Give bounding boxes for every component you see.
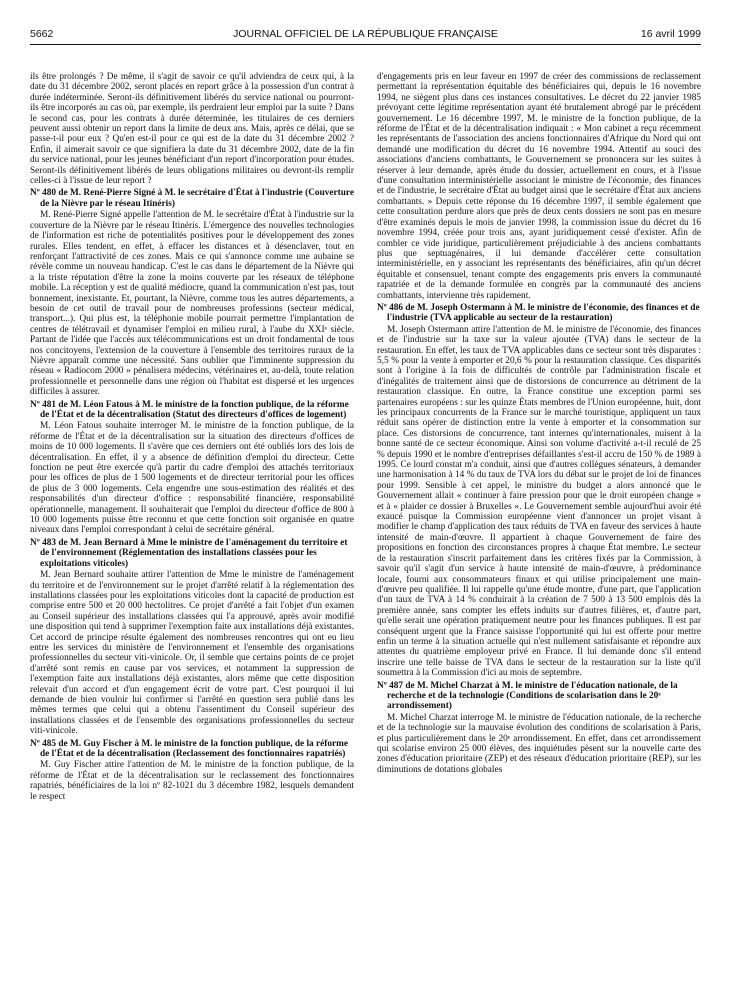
question-487-body: M. Michel Charzat interroge M. le ministre de l'éducation nationale, de la recherche et de la technologie sur la mauvaise évolution des conditions de scolarisation à Paris, et plus particulièrement dans le 20ᵉ arrondissement. En effet, dans cet arrondissement qui scolarise environ 25 000 élèves, des inquiétudes pèsent sur la nouvelle carte des zones d'éducation prioritaire (ZEP) et des réseaux d'éducation prioritaire (REP), sur les diminutions de dotations globales (377, 712, 701, 775)
question-480-body: M. René-Pierre Signé appelle l'attention de M. le secrétaire d'État à l'industrie sur la couverture de la Nièvre par le réseau Itinéris. L'émergence des nouvelles technologies de l'information est riche de potentialités positives pour le développement des zones rurales. Elles tendent, en effet, à effacer les distances et à désenclaver, tout en renforçant l'attractivité de ces zones. Mais ce qui s'annonce comme une aubaine se révèle comme un nouveau handicap. C'est le cas dans le département de la Nièvre qui a la triste réputation d'être la zone la moins couverte par les réseaux de téléphone mobile. La réception y est de qualité médiocre, quand la communication n'est pas, tout bonnement, inexistante. Et, pourtant, la Nièvre, comme tous les autres départements, a besoin de cet outil de travail pour de nombreuses professions (secteur médical, transport...). Qui plus est, la téléphonie mobile pourrait permettre l'implantation de centres de télétravail et dynamiser l'emploi en milieu rural, à l'aube du XXIᵉ siècle. Partant de l'idée que l'accès aux télécommunications est un droit fondamental de tous nos concitoyens, l'extension de la couverture à l'ensemble des territoires ruraux de la Nièvre apparaît comme une nécessité. Sans oublier que l'imminente suppression du réseau « Radiocom 2000 » pénalisera médecins, vétérinaires et, au-delà, toute relation professionnelle et personnelle dans une région où l'habitat est dispersé et les urgences difficiles à assurer. (30, 210, 354, 398)
question-481-title: Nº 481 de M. Léon Fatous à M. le ministre de la fonction publique, de la réforme de l'État et de la décentralisation (Statut des directeurs d'offices de logement) (30, 399, 349, 420)
question-485-title: Nº 485 de M. Guy Fischer à M. le ministre de la fonction publique, de la réforme de l'État et de la décentralisation (Reclassement des fonctionnaires rapatriés) (30, 738, 349, 759)
question-487-title: Nº 487 de M. Michel Charzat à M. le ministre de l'éducation nationale, de la recherche et de la technologie (Conditions de scolarisation dans le 20ᵉ arrondissement) (377, 680, 678, 712)
issue-date: 16 avril 1999 (640, 28, 701, 40)
page-number: 5662 (30, 28, 54, 40)
question-481-body: M. Léon Fatous souhaite interroger M. le ministre de la fonction publique, de la réforme de l'État et de la décentralisation sur la situation des directeurs d'offices de moins de 10 000 logements. Il s'avère que ces derniers ont été oubliés lors des lois de décentralisation. En effet, il y a absence de définition d'emploi du directeur. Cette fonction ne peut être exercée qu'à partir du cadre d'emploi des attachés territoriaux pour les offices de plus de 1 500 logements et de directeur territorial pour les offices de plus de 3 000 logements. Cela engendre une sous-estimation des réalités et des responsabilités d'un directeur d'office : responsabilité financière, responsabilité opérationnelle, management. Il souhaiterait que l'emploi du directeur d'office de 800 à 10 000 logements puisse être reconnu et que cette fonction soit organisée en quatre niveaux dans l'emploi correspondant à celui de secrétaire général. (30, 421, 354, 536)
question-486-title: Nº 486 de M. Joseph Ostermann à M. le ministre de l'économie, des finances et de l'industrie (TVA applicable au secteur de la restauration) (377, 302, 700, 324)
right-column (377, 72, 701, 775)
header-rule (30, 44, 701, 45)
journal-title: JOURNAL OFFICIEL DE LA RÉPUBLIQUE FRANÇAISE (233, 28, 498, 40)
question-480-title: Nº 480 de M. René-Pierre Signé à M. le secrétaire d'État à l'industrie (Couverture de la Nièvre par le réseau Itinéris) (30, 188, 354, 209)
question-483-title: Nº 483 de M. Jean Bernard à Mme le ministre de l'aménagement du territoire et de l'environnement (Réglementation des installations classées pour les exploitations viticoles) (30, 537, 348, 569)
continued-paragraph: d'engagements pris en leur faveur en 1997 de créer des commissions de reclassement permettant la représentation équitable des bénéficiaires qui, depuis le 16 novembre 1994, ne siègent plus dans ces instances consultatives. Le décret du 22 janvier 1985 prévoyant cette légitime représentation ayant été brutalement abrogé par le précédent gouvernement. Le 16 décembre 1997, M. le ministre de la fonction publique, de la réforme de l'État et de la décentralisation indiquait : « Mon cabinet a reçu récemment les représentants de l'association des anciens fonctionnaires d'Afrique du Nord qui ont demandé une modification du décret du 16 novembre 1994. Attentif au souci des associations d'anciens combattants, le Gouvernement se prononcera sur les suites à réserver à leur demande, après étude du dossier, actuellement en cours, et à l'issue d'une consultation interministérielle associant le ministre de l'économie, des finances et de l'industrie, le secrétaire d'État au budget ainsi que le secrétaire d'État aux anciens combattants. » Depuis cette réponse du 16 décembre 1997, il semble également que cette consultation perdure alors que près de deux cents dossiers ne sont pas en mesure d'être examinés depuis le mois de janvier 1998, la commission issue du décret du 16 novembre 1994, créée pour trois ans, ayant juridiquement cessé d'exister. Afin de combler ce vide juridique, particulièrement préjudiciable à des anciens combattants plus que septuagénaires, il lui demande d'accélérer cette consultation interministérielle, en y associant les représentants des bénéficiaires, afin qu'un décret équitable et consensuel, tenant compte des engagements pris envers la communauté rapatriée et de la demande formulée en congrès par la communauté des anciens combattants, intervienne très rapidement. (377, 72, 701, 301)
left-column (30, 72, 354, 802)
continued-paragraph: ils être prolongés ? De même, il s'agit de savoir ce qu'il adviendra de ceux qui, à la date du 31 décembre 2002, seront placés en report grâce à la possession d'un contrat à durée indéterminée. Seront-ils définitivement libérés du service national ou pourront-ils être incorporés au cas où, par exemple, ils perdraient leur emploi par la suite ? Dans le second cas, pour les contrats à durée déterminée, les titulaires de ces derniers peuvent aussi obtenir un report dans la limite de deux ans. Mais, après ce délai, que se passe-t-il pour eux ? Qu'en est-il pour ce qui est de la date du 31 décembre 2002 ? Enfin, il aimerait savoir ce que signifiera la date du 31 décembre 2002, date de la fin du service national, pour les jeunes bénéficiant d'un report d'incorporation pour études. Seront-ils définitivement libérés de leurs obligations militaires ou devront-ils remplir celles-ci à l'issue de leur report ? (30, 72, 354, 187)
page-header (30, 28, 701, 42)
question-486-body: M. Joseph Ostermann attire l'attention de M. le ministre de l'économie, des finances et de l'industrie sur la taxe sur la valeur ajoutée (TVA) dans le secteur de la restauration. En effet, les taux de TVA applicables dans ce secteur sont très disparates : 5,5 % pour la vente à emporter et 20,6 % pour la restauration classique. Ces disparités sont à l'origine à la fois de difficultés de contrôle par l'administration fiscale et d'inégalités de traitement ainsi que de distorsions de concurrence au détriment de la restauration classique. En outre, la France constitue une exception parmi ses partenaires européens : sur les quinze États membres de l'Union européenne, huit, dont les principaux concurrents de la France sur le marché touristique, appliquent un taux réduit sans opérer de distinction entre la vente à emporter et la consommation sur place. Ces distorsions de concurrence, tant internes qu'internationales, nuisent à la bonne santé de ce secteur économique. Ainsi son volume d'activité a-t-il reculé de 25 % depuis 1990 et le nombre d'entreprises défaillantes s'est-il accru de 150 % de 1989 à 1995. Ce lourd constat m'a conduit, ainsi que d'autres collègues sénateurs, à demander une harmonisation à 14 % du taux de TVA lors du débat sur le projet de loi de finances pour 1999. Sensible à cet appel, le ministre du budget a alors annoncé que le Gouvernement allait « continuer à faire pression pour que le droit européen change » et à « plaider ce dossier à Bruxelles ». Le Gouvernement semble aujourd'hui avoir été exaucé puisque la Commission européenne vient d'annoncer un projet visant à modifier le champ d'application des taux réduits de TVA en faveur des services à haute intensité de main-d'œuvre. Il appartient à chaque Gouvernement de faire des propositions en fonction des circonstances propres à chaque État membre. Le secteur de la restauration s'inscrit parfaitement dans les critères fixés par la Commission, à savoir qu'il s'agit d'un service à haute intensité de main-d'œuvre, à prédominance locale, fourni aux consommateurs finaux et qui utilise principalement une main-d'œuvre peu qualifiée. Il lui rappelle qu'une étude montre, d'une part, que l'application d'un taux de TVA à 14 % conduirait à la création de 7 500 à 13 500 emplois dès la première année, sans compter les effets induits sur d'autres filières, et, d'autre part, qu'elle serait une opération pratiquement neutre pour les finances publiques. Il est par conséquent urgent que la France saisisse l'opportunité qui lui est offerte pour mettre enfin un terme à la situation actuelle qui n'est nullement satisfaisante et répondre aux attentes du quatrième employeur privé en France. Il lui demande donc s'il entend inscrire une telle baisse de TVA dans le secteur de la restauration sur la liste qu'il soumettra à la Commission d'ici au mois de septembre. (377, 324, 701, 679)
question-483-body: M. Jean Bernard souhaite attirer l'attention de Mme le ministre de l'aménagement du territoire et de l'environnement sur le projet d'arrêté relatif à la réglementation des installations classées pour les exploitations viticoles dont la capacité de production est comprise entre 500 et 20 000 hectolitres. Ce projet d'arrêté a fait l'objet d'un examen au Conseil supérieur des installations classées qui l'a approuvé, après avoir modifié une disposition qui tend à supprimer l'exemption faite aux installations déjà existantes. Cet accord de principe résulte également des nombreuses rencontres qui ont eu lieu entre les services du ministère de l'environnement et l'ensemble des organisations professionnelles du secteur viti-vinicole. Or, il semble que certains points de ce projet d'arrêté sont remis en cause par vos services, et notamment la suppression de l'exemption faite aux installations déjà existantes, alors même que cette disposition relevait d'un accord et d'un engagement écrit de votre part. C'est pourquoi il lui demande de bien vouloir lui confirmer si l'arrêté en question sera publié dans les mêmes termes que celui qui a obtenu l'assentiment du Conseil supérieur des installations classées et de l'ensemble des organisations professionnelles du secteur viti-vinicole. (30, 570, 354, 737)
question-485-body: M. Guy Fischer attire l'attention de M. le ministre de la fonction publique, de la réforme de l'État et de la décentralisation sur le reclassement des fonctionnaires rapatriés, bénéficiaires de la loi nº 82-1021 du 3 décembre 1982, lesquels demandent le respect (30, 760, 354, 802)
